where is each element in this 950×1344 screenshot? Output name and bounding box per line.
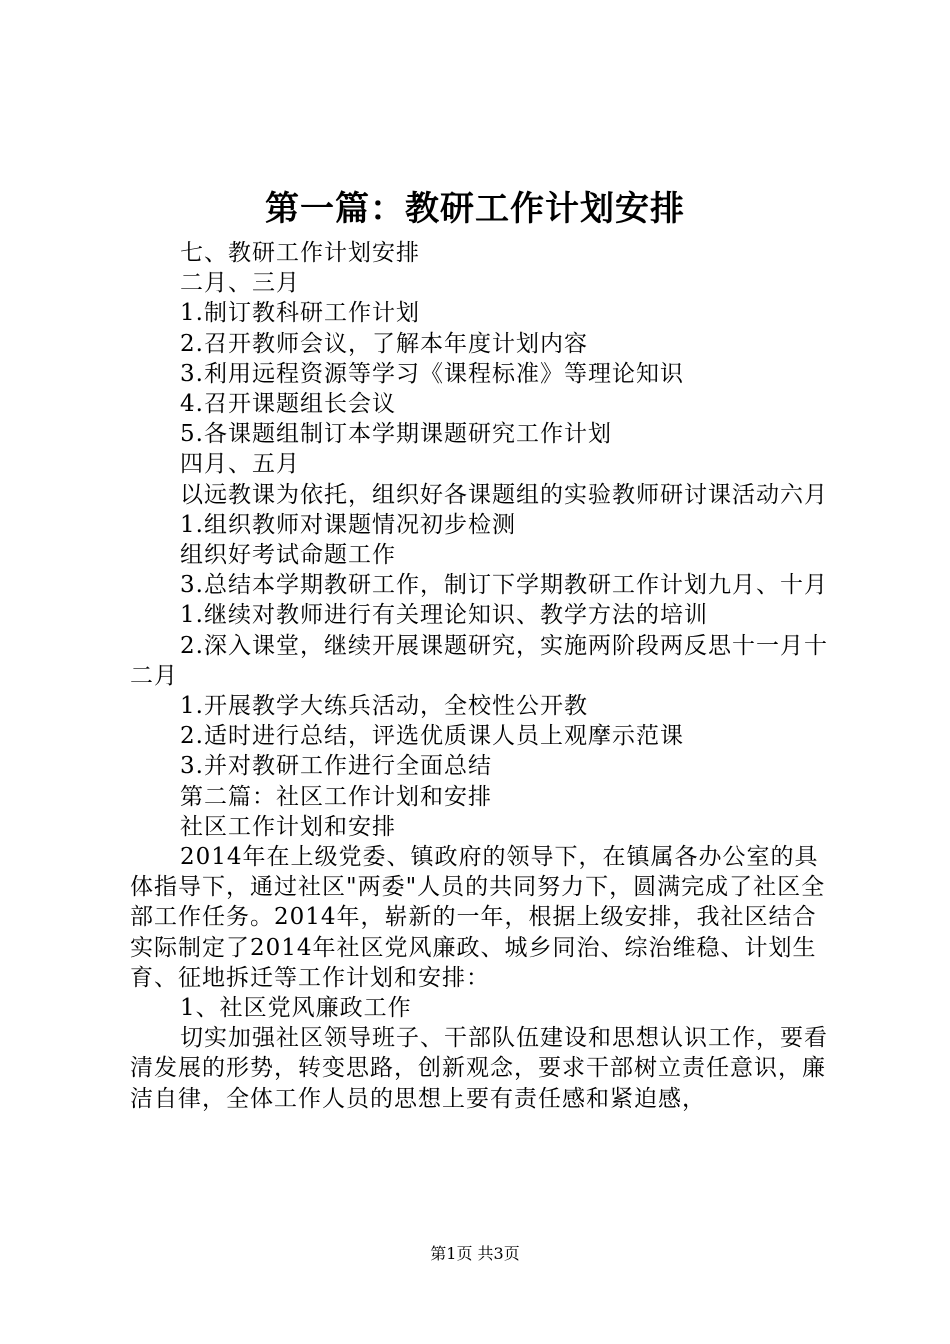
paragraph: 2.深入课堂，继续开展课题研究，实施两阶段两反思十一月十二月 [130, 632, 828, 689]
paragraph: 4.召开课题组长会议 [180, 391, 396, 418]
document-body [130, 238, 830, 1114]
paragraph: 1.继续对教师进行有关理论知识、教学方法的培训 [180, 602, 708, 629]
document-title: 第一篇：教研工作计划安排 [265, 189, 685, 229]
page-footer: 第1页 共3页 [430, 1244, 520, 1263]
paragraph: 以远教课为依托，组织好各课题组的实验教师研讨课活动六月 [180, 481, 828, 508]
section-heading: 第二篇：社区工作计划和安排 [180, 783, 492, 810]
paragraph: 七、教研工作计划安排 [180, 240, 420, 266]
paragraph: 2.召开教师会议，了解本年度计划内容 [180, 330, 588, 357]
paragraph: 社区工作计划和安排 [180, 813, 396, 840]
paragraph: 3.总结本学期教研工作，制订下学期教研工作计划九月、十月 [180, 572, 828, 599]
paragraph: 1.制订教科研工作计划 [180, 300, 420, 327]
paragraph: 1.开展教学大练兵活动，全校性公开教 [180, 693, 588, 720]
paragraph: 二月、三月 [180, 270, 300, 297]
paragraph: 2.适时进行总结，评选优质课人员上观摩示范课 [180, 723, 684, 750]
paragraph: 2014年在上级党委、镇政府的领导下，在镇属各办公室的具体指导下，通过社区"两委"人员的共同努力下，圆满完成了社区全部工作任务。2014年，崭新的一年，根据上级安排，我社区结合实际制定了2014年社区党风廉政、城乡同治、综治维稳、计划生育、征地拆迁等工作计划和安排： [130, 844, 826, 991]
paragraph: 1、社区党风廉政工作 [180, 995, 412, 1022]
paragraph: 四月、五月 [180, 451, 300, 478]
paragraph: 组织好考试命题工作 [180, 542, 396, 569]
paragraph: 1.组织教师对课题情况初步检测 [180, 511, 516, 538]
paragraph: 3.利用远程资源等学习《课程标准》等理论知识 [180, 360, 684, 387]
paragraph: 切实加强社区领导班子、干部队伍建设和思想认识工作，要看清发展的形势，转变思路，创新观念，要求干部树立责任意识，廉洁自律，全体工作人员的思想上要有责任感和紧迫感， [130, 1025, 828, 1112]
paragraph: 5.各课题组制订本学期课题研究工作计划 [180, 421, 612, 448]
paragraph: 3.并对教研工作进行全面总结 [180, 753, 492, 780]
